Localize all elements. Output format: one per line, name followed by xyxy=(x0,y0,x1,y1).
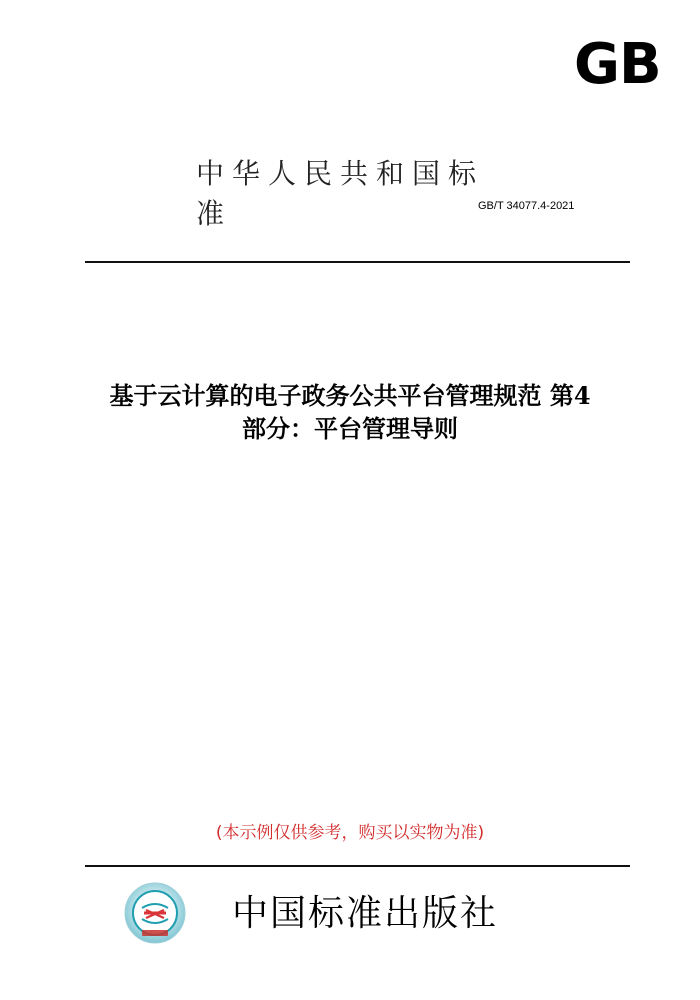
disclaimer-text: (本示例仅供参考，购买以实物为准) xyxy=(215,823,485,843)
title-line-1: 基于云计算的电子政务公共平台管理规范 第4 xyxy=(109,381,591,410)
bottom-divider xyxy=(85,865,630,867)
publisher-name: 中国标准出版社 xyxy=(232,893,499,934)
gb-logo: GB xyxy=(574,32,661,97)
standard-type-heading: 中华人民共和国标准 xyxy=(196,157,485,230)
document-title xyxy=(0,379,700,445)
standard-number: GB/T 34077.4-2021 xyxy=(478,200,575,212)
title-line-2: 部分：平台管理导则 xyxy=(242,414,458,443)
top-divider xyxy=(85,261,630,263)
publisher-seal-icon xyxy=(124,882,186,944)
